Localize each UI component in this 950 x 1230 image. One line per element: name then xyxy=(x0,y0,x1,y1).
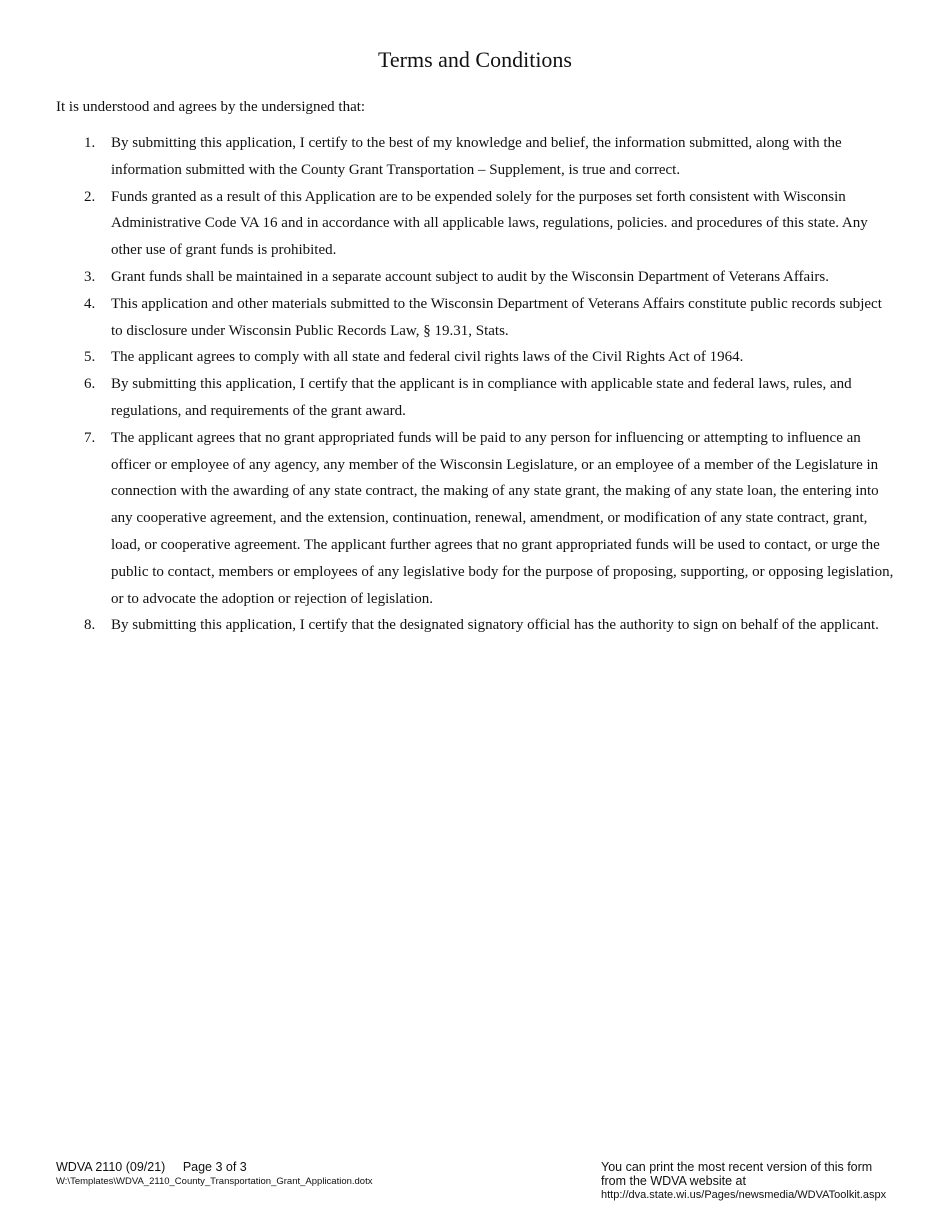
term-number: 5. xyxy=(84,349,96,366)
term-number: 3. xyxy=(84,268,96,285)
term-item xyxy=(56,344,896,371)
template-file-path: W:\Templates\WDVA_2110_County_Transportation_Grant_Application.dotx xyxy=(56,1176,373,1187)
term-number: 4. xyxy=(84,295,96,312)
footer-print-notice xyxy=(601,1160,886,1202)
term-number: 7. xyxy=(84,429,96,446)
term-text: By submitting this application, I certify to the best of my knowledge and belief, the information submitted, along with the information submitted with the County Grant Transportation – Supplement, is true and correct. xyxy=(111,135,842,178)
page-title: Terms and Conditions xyxy=(377,47,572,72)
term-text: The applicant agrees that no grant appropriated funds will be paid to any person for influencing or attempting to influence an officer or employee of any agency, any member of the Wisconsin Legislature, or an employee of a member of the Legislature in connection with the awarding of any state contract, the making of any state grant, the making of any state loan, the entering into any cooperative agreement, and the extension, continuation, renewal, amendment, or modification of any state contract, grant, load, or cooperative agreement. The applicant further agrees that no grant appropriated funds will be used to contact, or urge the public to contact, members or employees of any legislative body for the purpose of proposing, supporting, or opposing legislation, or to advocate the adoption or rejection of legislation. xyxy=(111,429,894,607)
term-number: 1. xyxy=(84,135,96,151)
term-item xyxy=(56,425,896,613)
term-item xyxy=(56,371,896,425)
term-text: By submitting this application, I certify that the designated signatory official has the authority to sign on behalf of the applicant. xyxy=(111,617,879,634)
term-item xyxy=(56,264,896,291)
term-text: The applicant agrees to comply with all state and federal civil rights laws of the Civil Rights Act of 1964. xyxy=(111,349,744,366)
intro-text: It is understood and agrees by the undersigned that: xyxy=(56,99,366,115)
term-number: 2. xyxy=(84,188,96,205)
term-number: 6. xyxy=(84,376,96,393)
form-id-line xyxy=(56,1160,372,1175)
terms-list xyxy=(56,130,896,639)
term-item xyxy=(56,130,896,184)
page-number: Page 3 of 3 xyxy=(182,1160,247,1174)
term-number: 8. xyxy=(84,617,96,634)
term-text: This application and other materials submitted to the Wisconsin Department of Veterans Affairs constitute public records subject to disclosure under Wisconsin Public Records Law, § 19.31, Stats. xyxy=(111,295,882,339)
print-notice-line-1: You can print the most recent version of this form xyxy=(601,1160,873,1174)
term-item xyxy=(56,291,896,345)
print-notice-line-2: from the WDVA website at xyxy=(601,1174,746,1188)
term-text: By submitting this application, I certify that the applicant is in compliance with applicable state and federal laws, rules, and regulations, and requirements of the grant award. xyxy=(111,376,852,419)
term-text: Grant funds shall be maintained in a separate account subject to audit by the Wisconsin Department of Veterans Affairs. xyxy=(111,268,829,285)
form-number: WDVA 2110 (09/21) xyxy=(56,1160,166,1174)
term-text: Funds granted as a result of this Application are to be expended solely for the purposes set forth consistent with Wisconsin Administrative Code VA 16 and in accordance with all applicable laws, regulations, policies. and procedures of this state. Any other use of grant funds is prohibited. xyxy=(111,188,868,259)
term-item xyxy=(56,184,896,264)
footer-form-info xyxy=(56,1160,372,1188)
wdva-website-link[interactable]: http://dva.state.wi.us/Pages/newsmedia/WDVAToolkit.aspx xyxy=(601,1189,887,1201)
term-item xyxy=(56,612,896,639)
